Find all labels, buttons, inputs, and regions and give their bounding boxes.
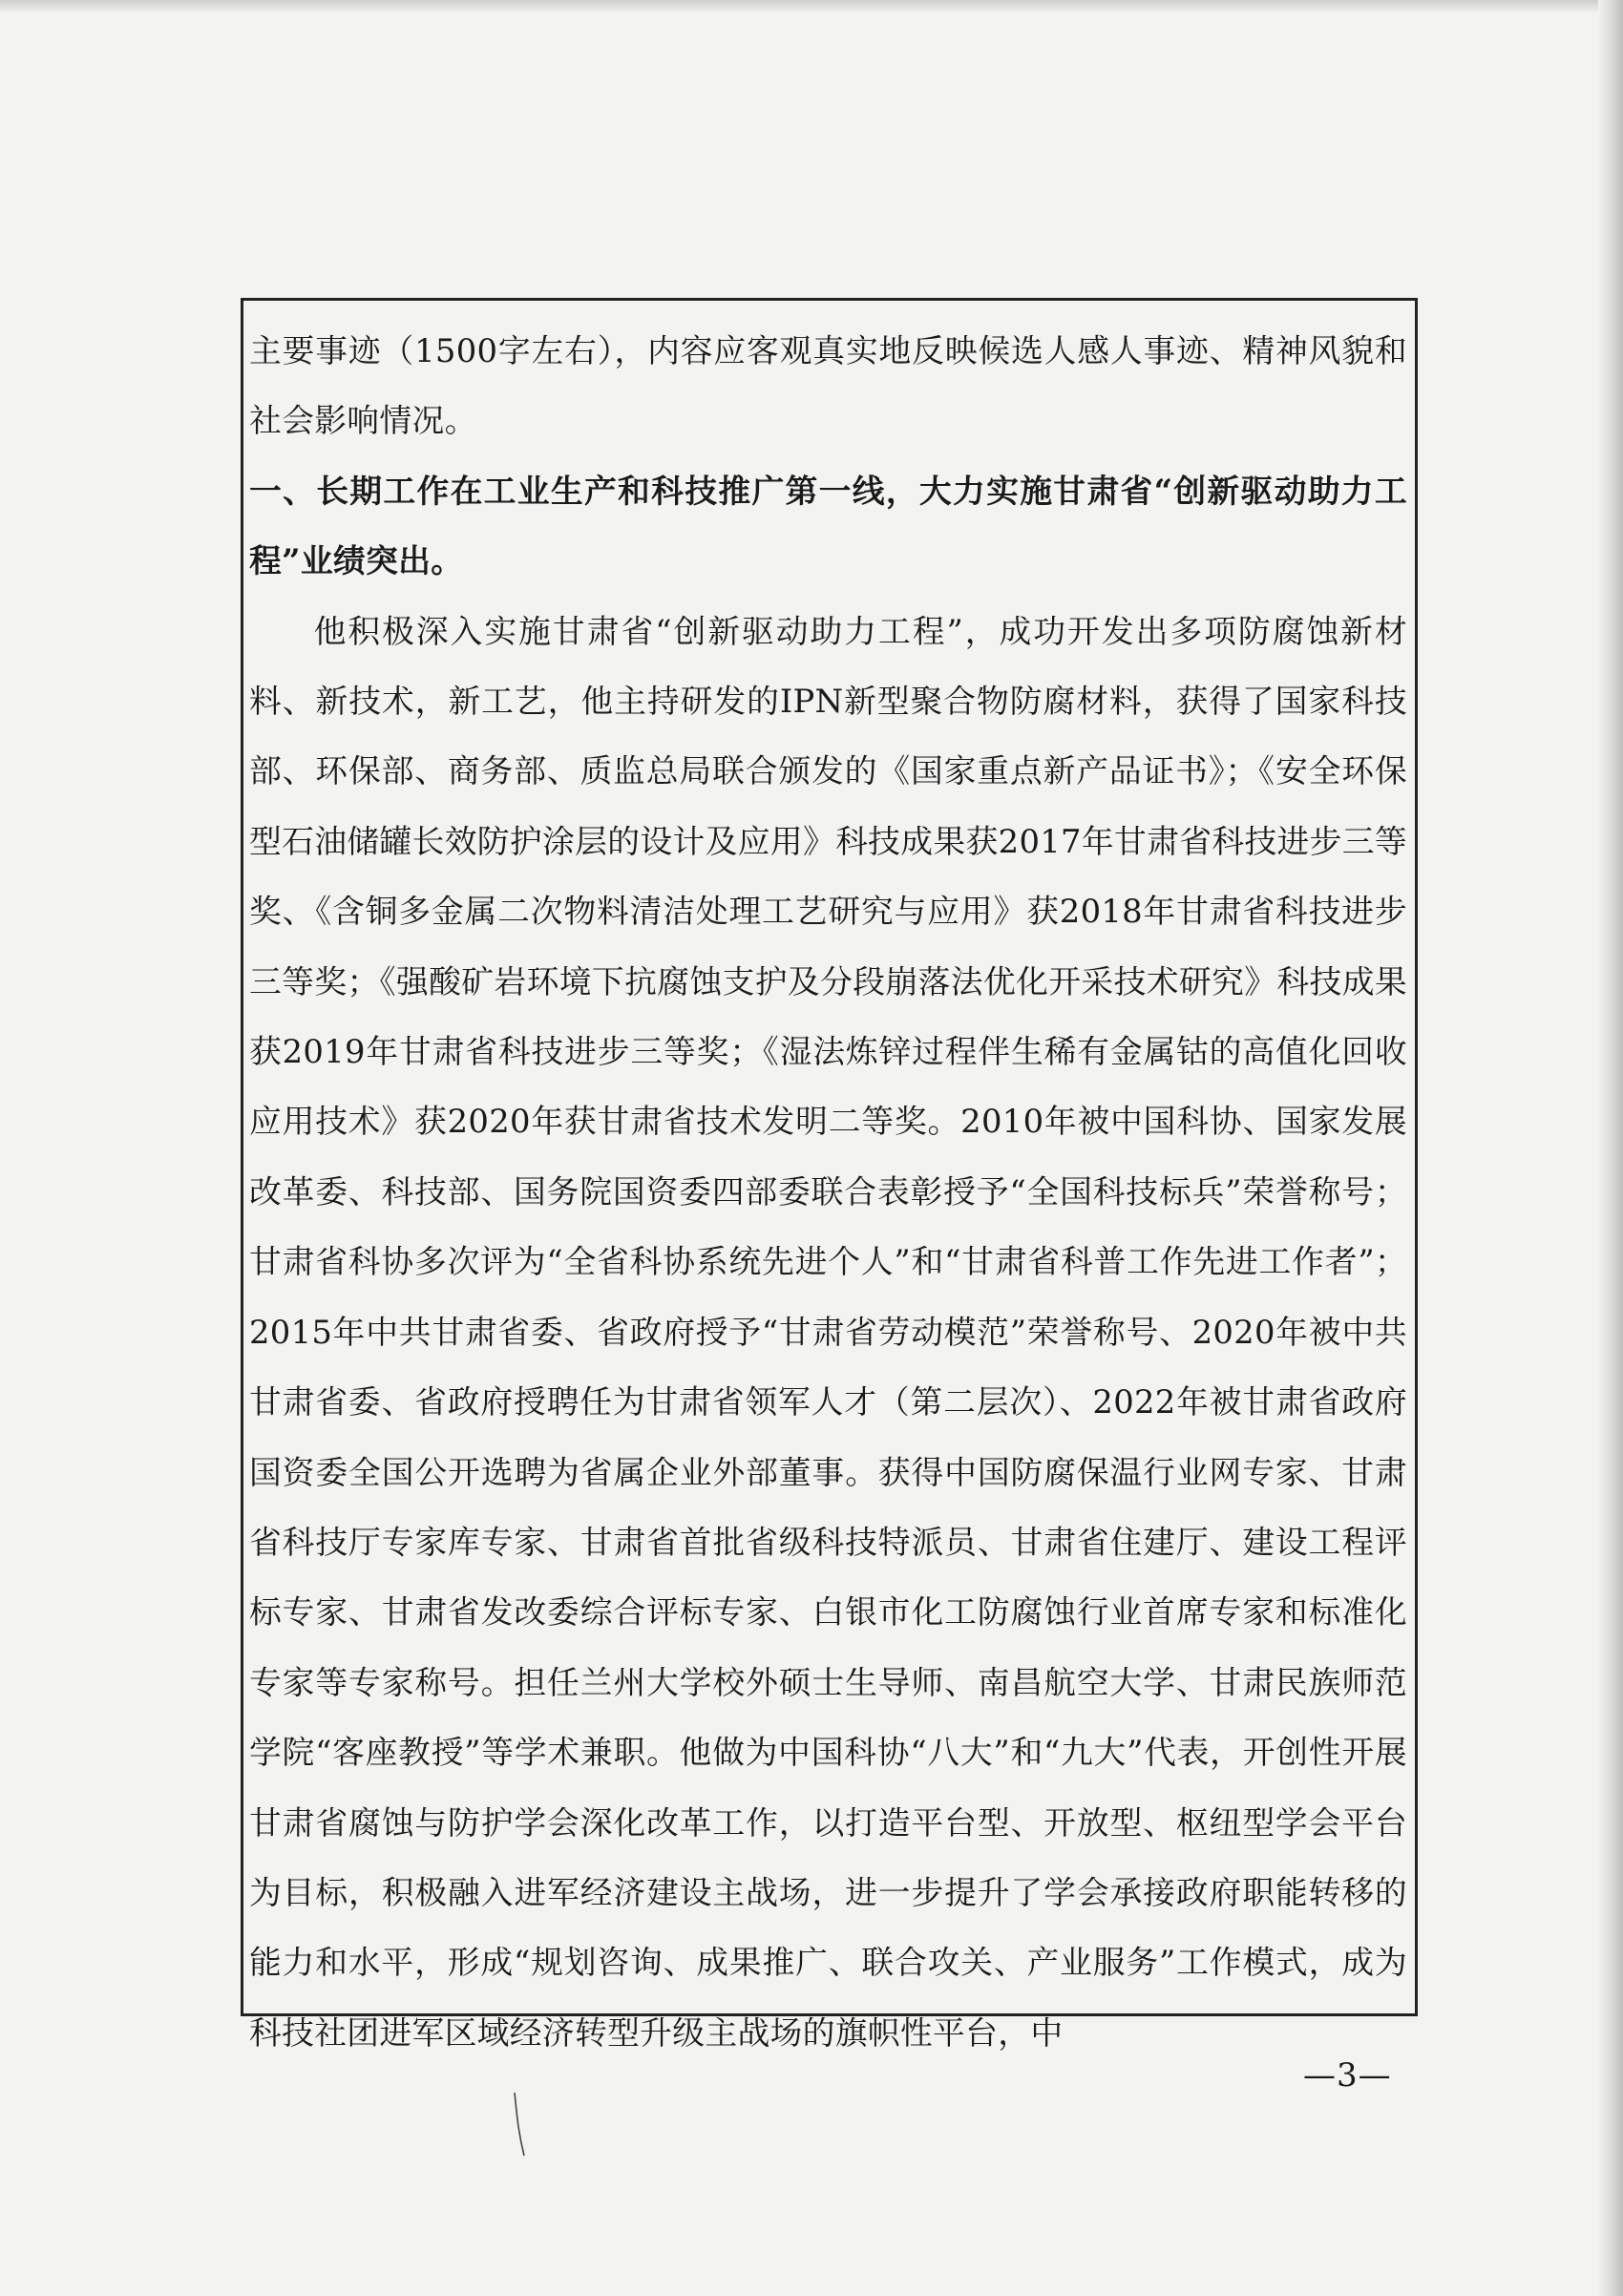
scan-edge-right — [1598, 0, 1623, 2296]
page-number: —3— — [1303, 2056, 1392, 2095]
body-paragraph: 他积极深入实施甘肃省“创新驱动助力工程”，成功开发出多项防腐蚀新材料、新技术，新工艺，他主持研发的IPN新型聚合物防腐材料，获得了国家科技部、环保部、商务部、质监总局联合颁发的《国家重点新产品证书》；《安全环保型石油储罐长效防护涂层的设计及应用》科技成果获2017年甘肃省科技进步三等奖、《含铜多金属二次物料清洁处理工艺研究与应用》获2018年甘肃省科技进步三等奖；《强酸矿岩环境下抗腐蚀支护及分段崩落法优化开采技术研究》科技成果获2019年甘肃省科技进步三等奖；《湿法炼锌过程伴生稀有金属钴的高值化回收应用技术》获2020年获甘肃省技术发明二等奖。2010年被中国科协、国家发展改革委、科技部、国务院国资委四部委联合表彰授予“全国科技标兵”荣誉称号；甘肃省科协多次评为“全省科协系统先进个人”和“甘肃省科普工作先进工作者”；2015年中共甘肃省委、省政府授予“甘肃省劳动模范”荣誉称号、2020年被中共甘肃省委、省政府授聘任为甘肃省领军人才（第二层次）、2022年被甘肃省政府国资委全国公开选聘为省属企业外部董事。获得中国防腐保温行业网专家、甘肃省科技厅专家库专家、甘肃省首批省级科技特派员、甘肃省住建厅、建设工程评标专家、甘肃省发改委综合评标专家、白银市化工防腐蚀行业首席专家和标准化专家等专家称号。担任兰州大学校外硕士生导师、南昌航空大学、甘肃民族师范学院“客座教授”等学术兼职。他做为中国科协“八大”和“九大”代表，开创性开展甘肃省腐蚀与防护学会深化改革工作，以打造平台型、开放型、枢纽型学会平台为目标，积极融入进军经济建设主战场，进一步提升了学会承接政府职能转移的能力和水平，形成“规划咨询、成果推广、联合攻关、产业服务”工作模式，成为科技社团进军区域经济转型升级主战场的旗帜性平台，中 — [249, 612, 1407, 2052]
pen-stroke-mark — [513, 2091, 526, 2158]
intro-instruction: 主要事迹（1500字左右），内容应客观真实地反映候选人感人事迹、精神风貌和社会影响情况。 — [249, 332, 1407, 440]
content-frame — [241, 298, 1418, 2052]
scan-edge-top — [0, 0, 1623, 13]
text-block — [249, 316, 1407, 2068]
section-heading: 一、长期工作在工业生产和科技推广第一线，大力实施甘肃省“创新驱动助力工程”业绩突出。 — [249, 471, 1407, 580]
